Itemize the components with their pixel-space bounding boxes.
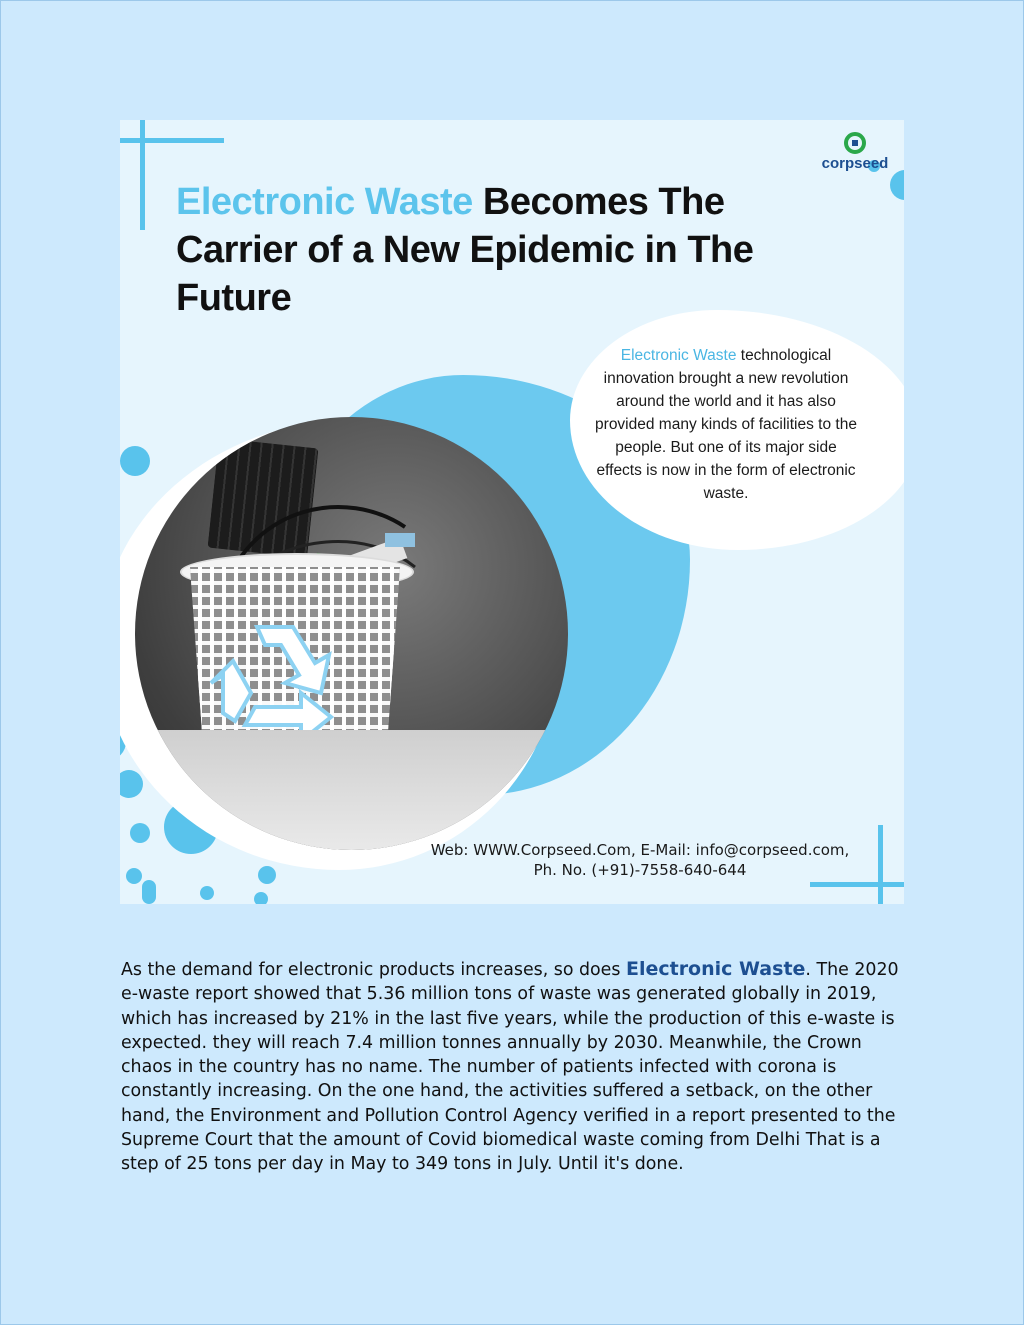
decorative-dot <box>142 880 156 904</box>
decorative-dot <box>258 866 276 884</box>
decorative-dot <box>890 170 904 200</box>
infographic-poster <box>120 120 904 904</box>
decorative-dot <box>200 886 214 900</box>
decorative-dot <box>120 446 150 476</box>
article-paragraph <box>121 957 911 1177</box>
decorative-dot <box>126 868 142 884</box>
ewaste-basket-photo <box>135 417 568 850</box>
poster-title <box>176 178 836 322</box>
poster-title-rest: Becomes The Carrier of a New Epidemic in The Future <box>176 181 754 319</box>
article-keyword: Electronic Waste <box>625 958 806 980</box>
decorative-dot <box>254 892 268 904</box>
contact-phone: Ph. No. (+91)-7558-640-644 <box>533 861 747 879</box>
table-surface <box>135 730 568 850</box>
contact-web-email: Web: WWW.Corpseed.Com, E-Mail: info@corpseed.com, <box>430 841 850 859</box>
contact-info <box>370 840 904 880</box>
description-text <box>592 344 860 505</box>
description-body: technological innovation brought a new revolution around the world and it has also provided many kinds of facilities to the people. But one of its major side effects is now in the form of electronic waste. <box>595 347 857 502</box>
poster-title-accent: Electronic Waste <box>176 181 473 223</box>
article-lead: As the demand for electronic products increases, so does <box>121 960 626 980</box>
corner-line-decoration <box>810 882 904 887</box>
recycle-icon <box>205 597 355 747</box>
description-accent: Electronic Waste <box>620 347 737 364</box>
article-body: . The 2020 e-waste report showed that 5.36 million tons of waste was generated globally in 2019, which has increased by 21% in the last five years, while the production of this e-waste is expected. they will reach 7.4 million tonnes annually by 2030. Meanwhile, the Crown chaos in the country has no name. The number of patients infected with corona is constantly increasing. On the one hand, the activities suffered a setback, on the other hand, the Environment and Pollution Control Agency verified in a report presented to the Supreme Court that the amount of Covid biomedical waste coming from Delhi That is a step of 25 tons per day in May to 349 tons in July. Until it's done. <box>121 960 899 1175</box>
corpseed-logo <box>810 132 900 172</box>
corner-line-decoration <box>140 120 145 230</box>
corpseed-logo-text: corpseed <box>821 155 889 172</box>
corner-line-decoration <box>120 138 224 143</box>
corpseed-logo-icon <box>844 132 866 154</box>
